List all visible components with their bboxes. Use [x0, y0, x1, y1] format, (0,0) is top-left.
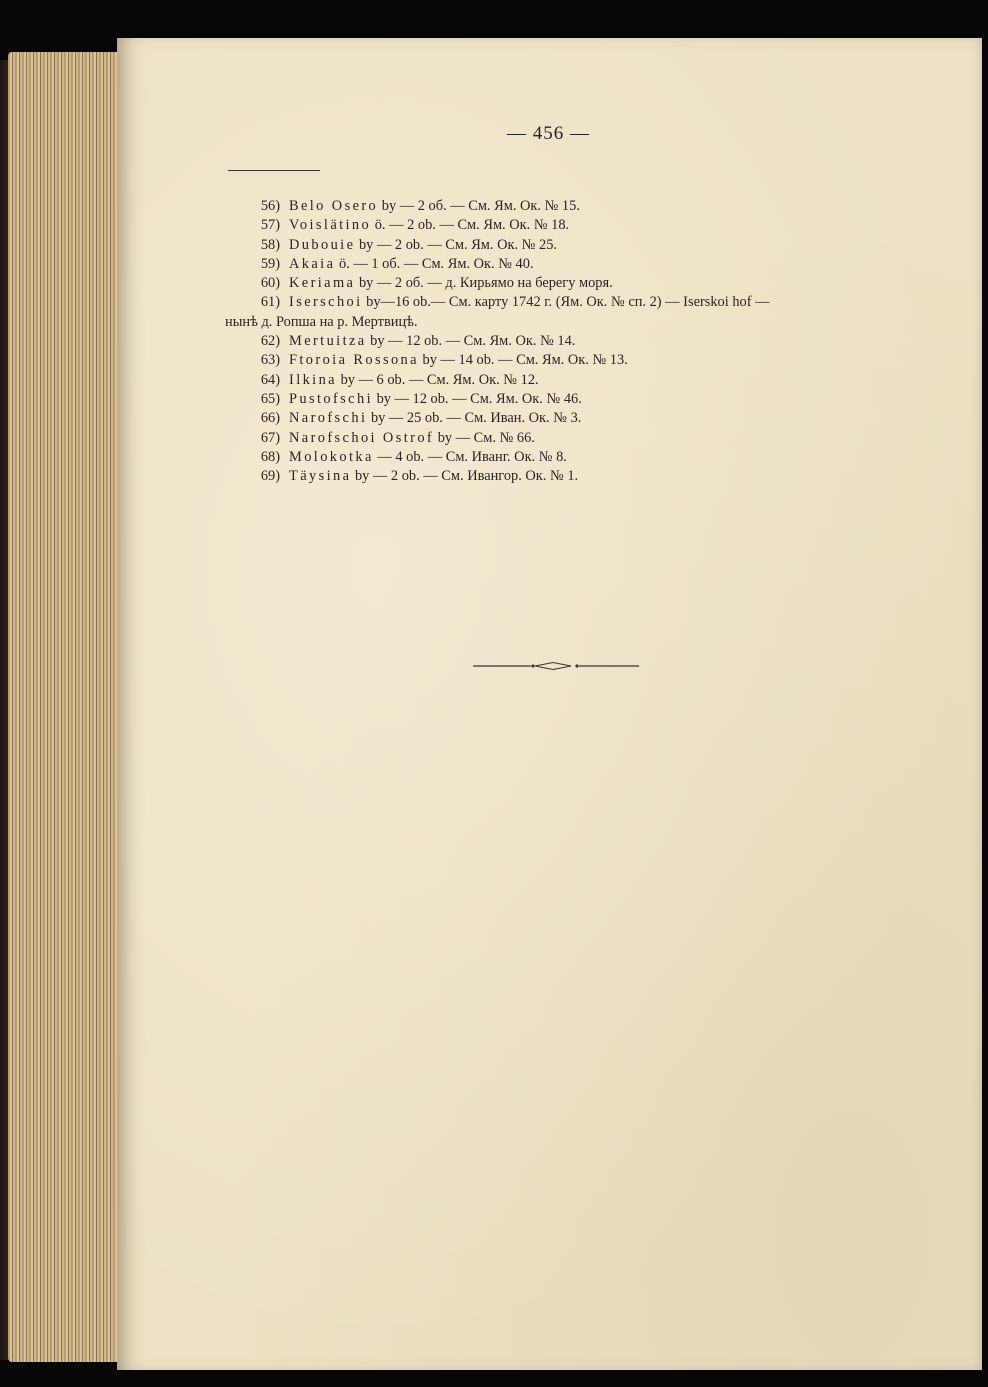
- entry-number: 57): [260, 217, 280, 234]
- entry-continuation-line: [225, 313, 885, 332]
- entry-place-name: Ftoroia Rossona: [289, 352, 419, 369]
- entry-number: 58): [260, 236, 280, 253]
- entry-row: [225, 197, 885, 216]
- entry-row: [225, 293, 885, 312]
- entry-number: 66): [260, 410, 280, 427]
- entry-place-name: Dubouie: [289, 236, 356, 253]
- entry-description: by — 14 ob. — См. Ям. Ок. № 13.: [418, 352, 628, 369]
- entry-number: 68): [260, 448, 280, 465]
- entry-description: ö. — 1 об. — См. Ям. Ок. № 40.: [335, 255, 534, 272]
- entry-description: by — 2 ob. — См. Ям. Ок. № 25.: [355, 236, 557, 253]
- entry-row: [225, 409, 885, 428]
- entry-description: by — 2 ob. — См. Ивангор. Ок. № 1.: [351, 468, 579, 485]
- entry-description: by — 12 ob. — См. Ям. Ок. № 46.: [372, 390, 582, 407]
- entry-place-name: Mertuitza: [289, 333, 367, 350]
- entry-place-name: Ilkina: [289, 371, 337, 388]
- entry-number: 65): [260, 390, 280, 407]
- entry-description: by—16 ob.— См. карту 1742 г. (Ям. Ок. № сп. 2) — Iserskoi hof —: [362, 294, 770, 311]
- entry-number: 64): [260, 371, 280, 388]
- entry-description: by — 25 ob. — См. Иван. Ок. № 3.: [367, 410, 582, 427]
- entry-place-name: Pustofschi: [289, 390, 373, 407]
- entry-number: 60): [260, 275, 280, 292]
- ornament-divider: [473, 658, 639, 674]
- entry-row: [225, 255, 885, 274]
- entry-number: 62): [260, 333, 280, 350]
- entry-description: by — 6 ob. — См. Ям. Ок. № 12.: [336, 371, 539, 388]
- entry-description: нынѣ д. Ропша на р. Мертвицѣ.: [225, 313, 418, 330]
- entry-number: 69): [260, 468, 280, 485]
- entry-place-name: Belo Osero: [289, 198, 379, 214]
- entry-description: by — См. № 66.: [434, 429, 535, 446]
- entry-place-name: Voislätino: [289, 217, 372, 234]
- entry-place-name: Molokotka: [289, 448, 374, 465]
- entry-row: [225, 216, 885, 235]
- entry-description: ö. — 2 ob. — См. Ям. Ок. № 18.: [371, 217, 570, 234]
- entry-row: [225, 467, 885, 486]
- entry-place-name: Iserschoi: [289, 294, 363, 311]
- entry-number: 56): [260, 198, 280, 214]
- entry-number: 59): [260, 255, 280, 272]
- entry-row: [225, 390, 885, 409]
- page-edges: [8, 52, 126, 1362]
- entry-row: [225, 371, 885, 390]
- entry-row: [225, 332, 885, 351]
- entry-row: [225, 448, 885, 467]
- book-page: [117, 38, 982, 1370]
- entry-number: 67): [260, 429, 280, 446]
- entry-place-name: Narofschi: [289, 410, 368, 427]
- entry-place-name: Keriama: [289, 275, 356, 292]
- entry-row: [225, 236, 885, 255]
- entry-place-name: Akaia: [289, 255, 336, 272]
- entry-description: by — 12 ob. — См. Ям. Ок. № 14.: [366, 333, 576, 350]
- entry-description: — 4 ob. — См. Иванг. Ок. № 8.: [373, 448, 567, 465]
- entry-list: [225, 197, 885, 486]
- entry-place-name: Narofschoi Ostrof: [289, 429, 435, 446]
- entry-number: 61): [260, 294, 280, 311]
- entry-description: by — 2 об. — д. Кирьямо на берегу моря.: [355, 275, 613, 292]
- page-number: — 456 —: [507, 123, 590, 144]
- entry-row: [225, 429, 885, 448]
- top-rule: [228, 170, 320, 171]
- entry-row: [225, 351, 885, 370]
- entry-description: by — 2 об. — См. Ям. Ок. № 15.: [378, 198, 580, 214]
- entry-number: 63): [260, 352, 280, 369]
- entry-row: [225, 274, 885, 293]
- entry-place-name: Täysina: [289, 468, 352, 485]
